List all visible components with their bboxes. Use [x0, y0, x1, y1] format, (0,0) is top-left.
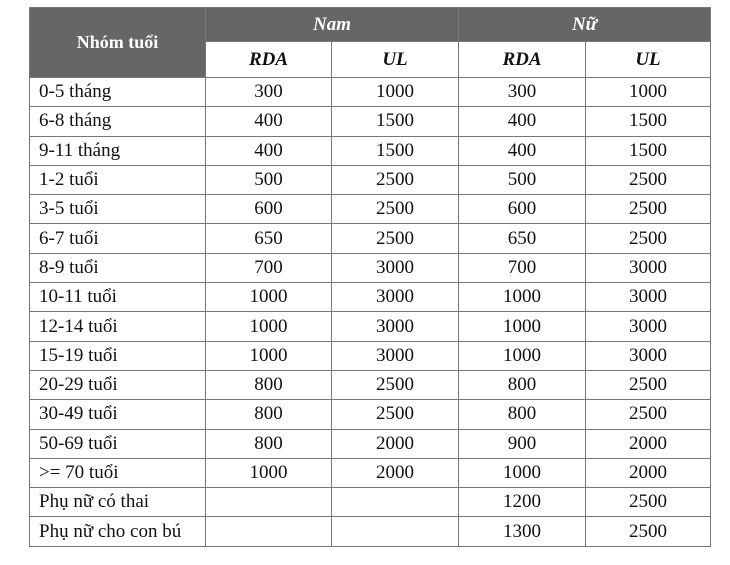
nam-ul-cell: 3000 [332, 253, 459, 282]
nu-rda-cell: 900 [459, 429, 586, 458]
nam-ul-cell: 3000 [332, 283, 459, 312]
rda-ul-table-container [29, 7, 711, 547]
nam-rda-cell [206, 488, 332, 517]
nu-rda-cell: 300 [459, 78, 586, 107]
nu-ul-cell: 1500 [586, 136, 711, 165]
table-row [30, 78, 711, 107]
nam-rda-cell: 650 [206, 224, 332, 253]
table-row [30, 224, 711, 253]
nam-ul-cell: 2500 [332, 165, 459, 194]
nu-rda-cell: 400 [459, 136, 586, 165]
table-row [30, 488, 711, 517]
nu-rda-cell: 1000 [459, 458, 586, 487]
nam-ul-cell: 3000 [332, 312, 459, 341]
nam-ul-cell [332, 488, 459, 517]
nam-ul-cell: 2500 [332, 195, 459, 224]
table-row [30, 458, 711, 487]
table-row [30, 107, 711, 136]
nu-rda-cell: 500 [459, 165, 586, 194]
nu-rda-cell: 1200 [459, 488, 586, 517]
nam-ul-cell: 1500 [332, 136, 459, 165]
nu-rda-cell: 800 [459, 400, 586, 429]
age-cell: 6-7 tuổi [30, 224, 206, 253]
nam-rda-cell: 800 [206, 429, 332, 458]
nu-ul-cell: 2500 [586, 224, 711, 253]
nu-ul-cell: 2500 [586, 488, 711, 517]
age-cell: 30-49 tuổi [30, 400, 206, 429]
table-row [30, 400, 711, 429]
nu-rda-cell: 650 [459, 224, 586, 253]
age-cell: Phụ nữ có thai [30, 488, 206, 517]
table-row [30, 429, 711, 458]
table-row [30, 136, 711, 165]
nu-ul-cell: 3000 [586, 253, 711, 282]
table-row [30, 341, 711, 370]
nam-rda-cell [206, 517, 332, 546]
nam-rda-cell: 400 [206, 136, 332, 165]
group-header-nu: Nữ [459, 8, 711, 42]
table-header [30, 8, 711, 78]
age-cell: 9-11 tháng [30, 136, 206, 165]
age-cell: 12-14 tuổi [30, 312, 206, 341]
nam-ul-cell: 2000 [332, 429, 459, 458]
header-row-groups [30, 8, 711, 42]
age-cell: 6-8 tháng [30, 107, 206, 136]
rda-ul-table [29, 7, 711, 547]
nam-ul-cell: 3000 [332, 341, 459, 370]
subheader-nu-rda: RDA [459, 42, 586, 78]
nu-rda-cell: 800 [459, 370, 586, 399]
table-row [30, 370, 711, 399]
nam-rda-cell: 800 [206, 400, 332, 429]
nu-ul-cell: 2000 [586, 429, 711, 458]
age-cell: 50-69 tuổi [30, 429, 206, 458]
age-cell: 20-29 tuổi [30, 370, 206, 399]
nam-rda-cell: 700 [206, 253, 332, 282]
subheader-nu-ul: UL [586, 42, 711, 78]
age-cell: Phụ nữ cho con bú [30, 517, 206, 546]
nam-ul-cell: 1000 [332, 78, 459, 107]
table-row [30, 253, 711, 282]
age-cell: 10-11 tuổi [30, 283, 206, 312]
nam-ul-cell: 2500 [332, 370, 459, 399]
nam-rda-cell: 1000 [206, 283, 332, 312]
nu-ul-cell: 1500 [586, 107, 711, 136]
nu-rda-cell: 1000 [459, 283, 586, 312]
nu-ul-cell: 2500 [586, 517, 711, 546]
nam-rda-cell: 800 [206, 370, 332, 399]
table-row [30, 283, 711, 312]
age-cell: 3-5 tuổi [30, 195, 206, 224]
subheader-nam-rda: RDA [206, 42, 332, 78]
group-header-nam: Nam [206, 8, 459, 42]
nam-rda-cell: 500 [206, 165, 332, 194]
table-row [30, 165, 711, 194]
nu-rda-cell: 400 [459, 107, 586, 136]
nu-ul-cell: 2500 [586, 195, 711, 224]
nam-ul-cell: 2500 [332, 400, 459, 429]
nam-ul-cell: 2500 [332, 224, 459, 253]
age-cell: 1-2 tuổi [30, 165, 206, 194]
nam-ul-cell: 2000 [332, 458, 459, 487]
nam-ul-cell [332, 517, 459, 546]
nu-rda-cell: 600 [459, 195, 586, 224]
age-cell: 0-5 tháng [30, 78, 206, 107]
nu-rda-cell: 1300 [459, 517, 586, 546]
age-cell: >= 70 tuổi [30, 458, 206, 487]
nu-rda-cell: 1000 [459, 312, 586, 341]
nam-ul-cell: 1500 [332, 107, 459, 136]
nu-ul-cell: 2500 [586, 370, 711, 399]
nu-ul-cell: 2500 [586, 165, 711, 194]
nu-rda-cell: 1000 [459, 341, 586, 370]
nu-ul-cell: 2000 [586, 458, 711, 487]
nam-rda-cell: 1000 [206, 458, 332, 487]
nam-rda-cell: 300 [206, 78, 332, 107]
age-cell: 15-19 tuổi [30, 341, 206, 370]
nam-rda-cell: 400 [206, 107, 332, 136]
table-row [30, 195, 711, 224]
table-row [30, 312, 711, 341]
age-cell: 8-9 tuổi [30, 253, 206, 282]
nam-rda-cell: 600 [206, 195, 332, 224]
nu-ul-cell: 3000 [586, 283, 711, 312]
table-row [30, 517, 711, 546]
nu-ul-cell: 2500 [586, 400, 711, 429]
nu-ul-cell: 1000 [586, 78, 711, 107]
subheader-nam-ul: UL [332, 42, 459, 78]
table-body [30, 78, 711, 547]
nam-rda-cell: 1000 [206, 341, 332, 370]
nu-ul-cell: 3000 [586, 312, 711, 341]
nu-ul-cell: 3000 [586, 341, 711, 370]
age-group-header: Nhóm tuổi [30, 8, 206, 78]
nam-rda-cell: 1000 [206, 312, 332, 341]
nu-rda-cell: 700 [459, 253, 586, 282]
